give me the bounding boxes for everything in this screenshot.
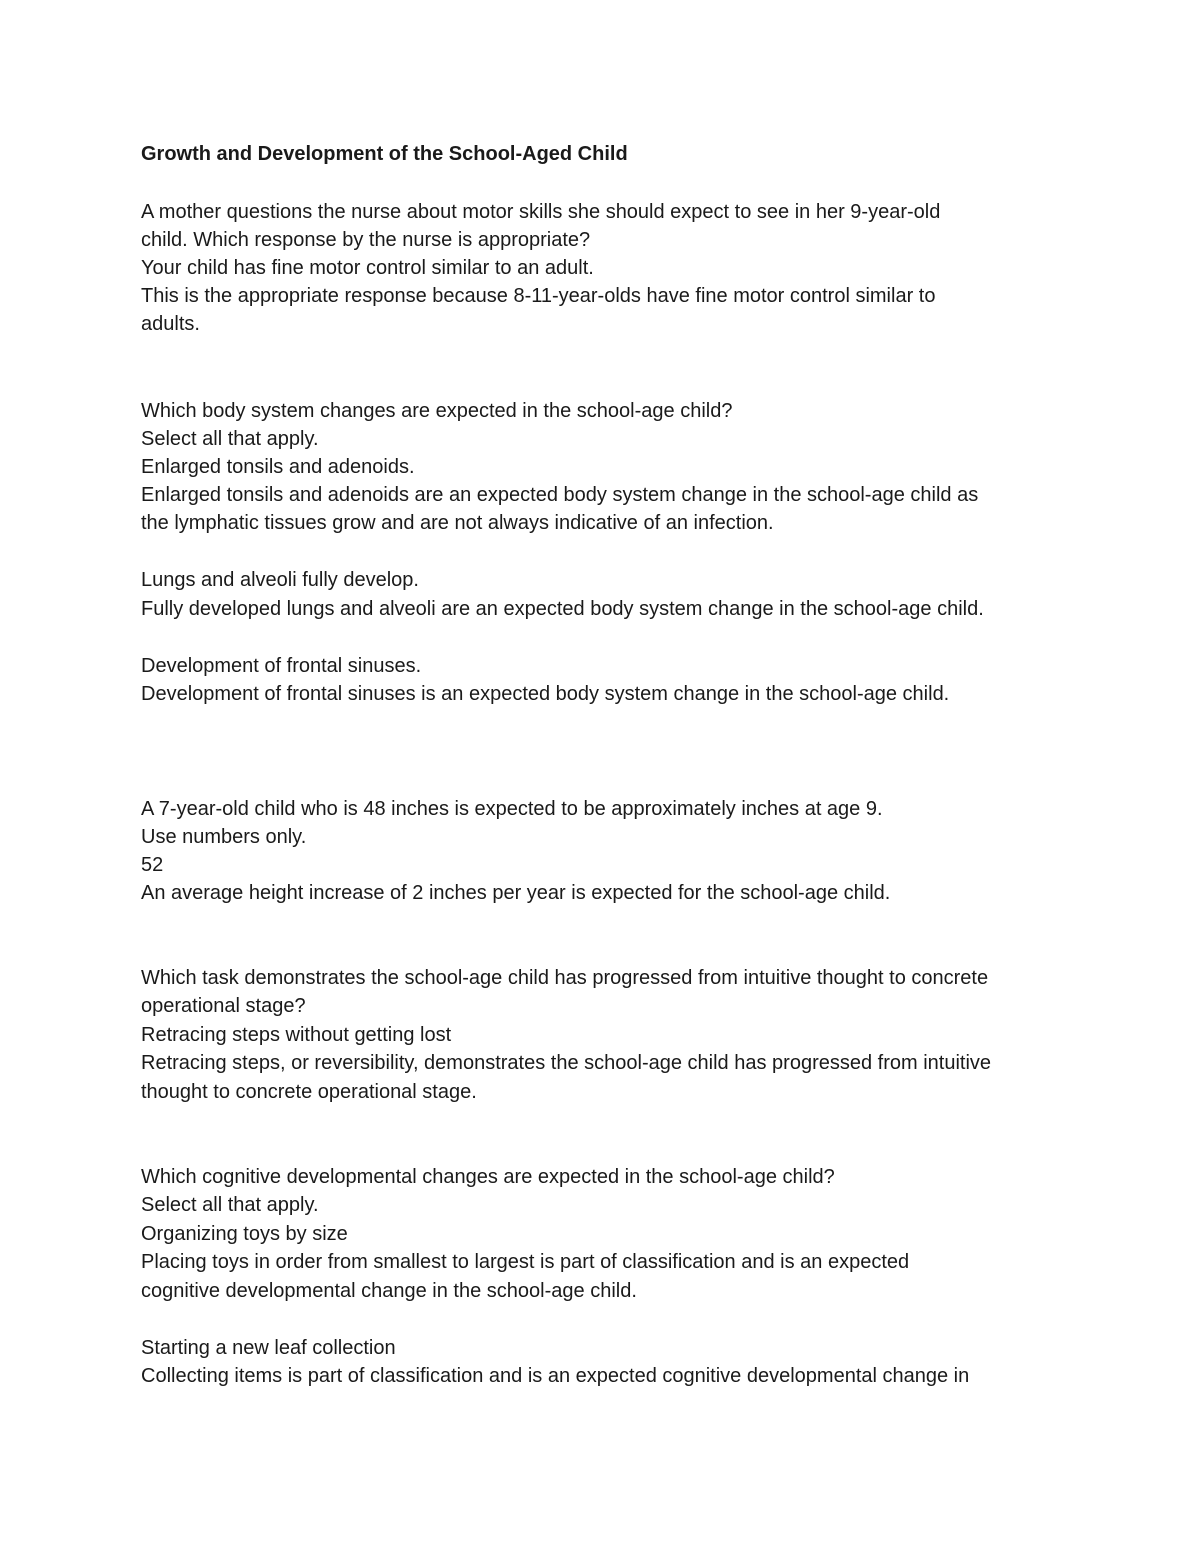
question-4-line-2: operational stage? [141,995,306,1017]
answer-2a: Enlarged tonsils and adenoids. [141,456,415,478]
rationale-2c: Development of frontal sinuses is an expected body system change in the school-age child. [141,683,950,705]
answer-4: Retracing steps without getting lost [141,1024,452,1046]
rationale-5a-line-1: Placing toys in order from smallest to largest is part of classification and is an expected [141,1251,910,1273]
answer-5a: Organizing toys by size [141,1223,348,1245]
question-2: Which body system changes are expected in the school-age child? [141,400,733,422]
question-3: A 7-year-old child who is 48 inches is expected to be approximately inches at age 9. [141,798,883,820]
question-4-line-1: Which task demonstrates the school-age child has progressed from intuitive thought to concrete [141,967,989,989]
answer-3: 52 [141,854,164,876]
answer-2c: Development of frontal sinuses. [141,655,422,677]
rationale-4-line-2: thought to concrete operational stage. [141,1081,477,1103]
rationale-3: An average height increase of 2 inches per year is expected for the school-age child. [141,882,891,904]
question-1-line-1: A mother questions the nurse about motor skills she should expect to see in her 9-year-old [141,201,941,223]
answer-5b: Starting a new leaf collection [141,1337,396,1359]
rationale-1-line-2: adults. [141,313,200,335]
question-5: Which cognitive developmental changes are expected in the school-age child? [141,1166,835,1188]
rationale-4-line-1: Retracing steps, or reversibility, demonstrates the school-age child has progressed from intuitive [141,1052,992,1074]
rationale-1-line-1: This is the appropriate response because 8-11-year-olds have fine motor control similar to [141,285,936,307]
rationale-5a-line-2: cognitive developmental change in the school-age child. [141,1280,637,1302]
rationale-5b-line-1: Collecting items is part of classification and is an expected cognitive developmental change in [141,1365,970,1387]
document-title: Growth and Development of the School-Aged Child [141,143,628,165]
answer-2b: Lungs and alveoli fully develop. [141,569,419,591]
rationale-2a-line-2: the lymphatic tissues grow and are not always indicative of an infection. [141,512,774,534]
question-3-instruction: Use numbers only. [141,826,307,848]
question-5-instruction: Select all that apply. [141,1194,319,1216]
question-1-line-2: child. Which response by the nurse is appropriate? [141,229,591,251]
question-2-instruction: Select all that apply. [141,428,319,450]
rationale-2b: Fully developed lungs and alveoli are an expected body system change in the school-age child. [141,598,984,620]
rationale-2a-line-1: Enlarged tonsils and adenoids are an expected body system change in the school-age child as [141,484,979,506]
answer-1: Your child has fine motor control similar to an adult. [141,257,594,279]
